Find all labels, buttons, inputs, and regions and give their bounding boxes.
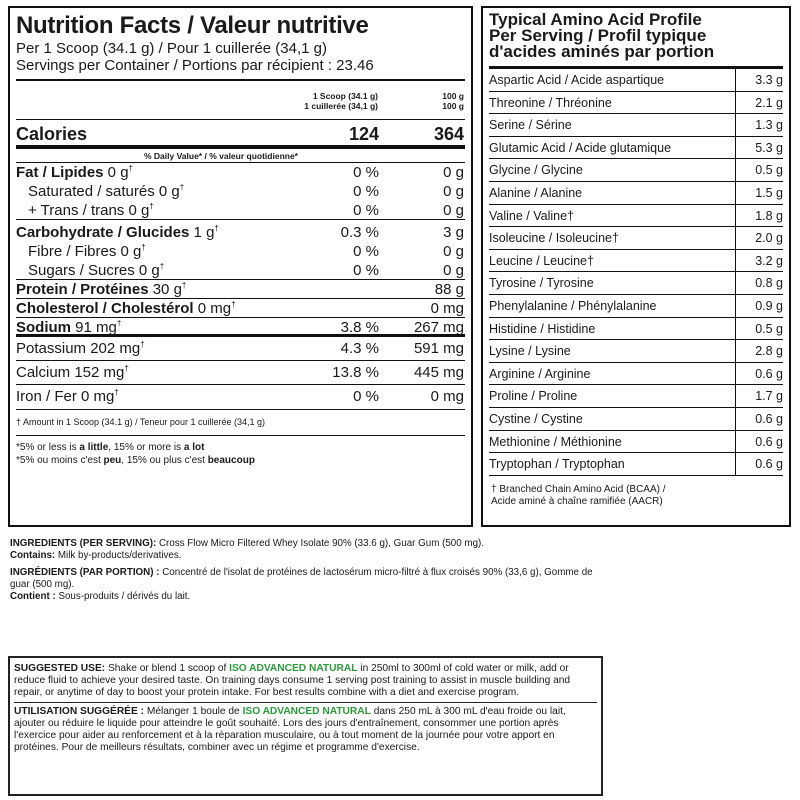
amino-name: Proline / Proline [489,389,578,404]
nutrient-label [16,223,219,242]
column-header [16,79,465,119]
amino-name: Phenylalanine / Phénylalanine [489,298,657,313]
amino-value: 0.5 g [735,159,783,181]
calories-100g: 364 [433,124,464,144]
amino-row [489,69,783,92]
suggested-use-fr-text-1: Mélanger 1 boule de [144,706,243,717]
dagger-mark: † [149,202,154,211]
nutrient-amount: 91 mg [71,319,117,336]
nutrient-name: Protein / Protéines [16,281,149,298]
amino-row [489,453,783,476]
amino-name: Glutamic Acid / Acide glutamique [489,140,672,155]
dv-fn-en-little: a little [79,442,109,453]
nutrient-daily-value: 0.3 % [340,224,379,241]
nutrition-title: Nutrition Facts / Valeur nutritive [16,12,369,39]
amino-value: 0.6 g [735,408,783,430]
nutrition-facts-panel [8,6,473,527]
dagger-mark: † [179,183,185,192]
calories-serving: 124 [348,124,379,144]
per-100g-header-en: 100 g [442,91,464,101]
nutrient-daily-value: 0 % [353,262,379,279]
nutrient-label [16,361,129,385]
nutrient-label [16,299,236,318]
ingredients-section [10,538,600,608]
amino-row [489,114,783,137]
nutrient-name: Carbohydrate / Glucides [16,224,190,241]
nutrient-name: Fat / Lipides [16,164,104,181]
dv-fn-en-lot: a lot [183,442,205,453]
nutrient-label [16,280,186,299]
nutrient-per-100g: 591 mg [413,340,464,357]
suggested-use-en-text-2: in 250ml to 300ml of cold water or milk, add or reduce fluid to achieve your desired taste. On training days consume 1 serving post training to assist in muscle building and repair, or anytime of day to boost your protein intake. For best results combine with a diet and exercise program. [14,663,571,698]
amino-row [489,340,783,363]
nutrient-row [16,299,465,318]
amino-value: 2.0 g [735,227,783,249]
daily-value-header: % Daily Value* / % valeur quotidienne* [16,149,465,163]
nutrient-row [16,223,465,242]
amino-list [489,66,783,476]
amino-value: 0.5 g [735,318,783,340]
dv-footnote-fr [16,454,465,467]
nutrient-daily-value: 13.8 % [332,364,379,381]
amino-name: Glycine / Glycine [489,163,583,178]
nutrient-per-100g: 0 g [443,262,464,279]
dagger-mark: † [181,281,187,290]
amino-row [489,137,783,160]
amino-name: Histidine / Histidine [489,321,596,336]
amino-value: 3.3 g [735,69,783,91]
contains-fr-text: Sous-produits / dérivés du lait. [55,591,191,602]
amino-name: Methionine / Méthionine [489,434,622,449]
amino-row [489,431,783,454]
amount-footnote: † Amount in 1 Scoop (34.1 g) / Teneur pour 1 cuillerée (34,1 g) [16,409,465,436]
amino-value: 2.1 g [735,92,783,114]
nutrient-row [16,385,465,409]
amino-value: 0.9 g [735,295,783,317]
dv-fn-en-text: *5% or less is [16,442,80,453]
amino-row [489,159,783,182]
brand-name: ISO ADVANCED NATURAL [229,663,358,674]
nutrient-per-100g: 0 g [443,243,464,260]
dagger-mark: † [124,364,129,373]
servings-per-container: Servings per Container / Portions par récipient : 23.46 [16,57,374,74]
nutrient-label [28,201,154,220]
amino-row [489,227,783,250]
amino-name: Valine / Valine† [489,208,575,223]
amino-row [489,182,783,205]
amino-name: Cystine / Cystine [489,411,583,426]
amino-value: 1.3 g [735,114,783,136]
ingredients-en-text: Cross Flow Micro Filtered Whey Isolate 90% (33.6 g), Guar Gum (500 mg). [156,538,485,549]
amino-name: Leucine / Leucine† [489,253,594,268]
amino-name: Isoleucine / Isoleucine† [489,231,619,246]
per-serving-header-fr: 1 cuillerée (34,1 g) [304,101,378,111]
nutrient-amount: Saturated / saturés 0 g [28,183,180,200]
suggested-use-fr-text-2: dans 250 mL à 300 mL d'eau froide ou lait, ajouter ou réduire le liquide pour atteindre le goût souhaité. Lors des jours d'entraînement, consommer une portion après l'exercice pour aider au renforcement et à la réparation musculaire, ou à tout moment de la journée pour votre apport en protéines. Pour de meilleurs résultats, combiner avec un régime et programme d'exercise. [14,706,566,753]
suggested-use-en-label: SUGGESTED USE: [14,663,106,674]
amino-name: Arginine / Arginine [489,366,591,381]
ingredients-fr [10,567,600,603]
nutrient-amount: + Trans / trans 0 g [28,202,150,219]
amino-row [489,295,783,318]
nutrient-per-100g: 0 g [443,183,464,200]
nutrient-amount: Fibre / Fibres 0 g [28,243,142,260]
amino-name: Aspartic Acid / Acide aspartique [489,73,665,87]
serving-size: Per 1 Scoop (34.1 g) / Pour 1 cuillerée (34,1 g) [16,40,328,57]
amino-row [489,250,783,273]
nutrient-daily-value: 0 % [353,243,379,260]
nutrient-label [16,163,133,182]
bcaa-footnote [489,484,783,508]
nutrient-amount: 30 g [148,281,182,298]
nutrient-row [16,361,465,385]
nutrient-row [16,182,465,201]
nutrient-amount: 0 g [103,164,129,181]
amino-row [489,385,783,408]
nutrient-row [16,337,465,361]
amino-title-line-2: Per Serving / Profil typique [489,26,707,45]
dv-fn-en-text2: , 15% or more is [108,442,184,453]
nutrient-label [28,182,184,201]
contains-en-label: Contains: [10,550,56,561]
amino-value: 1.7 g [735,385,783,407]
nutrient-amount: 1 g [189,224,215,241]
dagger-mark: † [116,319,122,328]
ingredients-fr-text: Concentré de l'isolat de protéines de lactosérum micro-filtré à flux croisés 90% (33,6 g), Gomme de guar (500 mg). [10,567,593,590]
nutrient-daily-value: 0 % [353,183,379,200]
calories-row [16,119,465,149]
amino-name: Threonine / Thréonine [489,95,612,110]
dagger-mark: † [140,340,145,349]
nutrient-daily-value: 0 % [353,202,379,219]
dagger-mark: † [214,224,219,233]
nutrient-row [16,280,465,299]
amino-name: Tryptophan / Tryptophan [489,457,625,472]
nutrient-row [16,242,465,261]
nutrient-row [16,201,465,220]
per-serving-header [258,91,378,111]
nutrient-per-100g: 267 mg [413,319,464,336]
nutrient-amount: 0 mg [193,300,232,317]
nutrient-label [16,318,121,337]
brand-name: ISO ADVANCED NATURAL [242,706,371,717]
bcaa-footnote-fr: Acide aminé à chaîne ramifiée (AACR) [491,495,663,507]
bcaa-footnote-en: † Branched Chain Amino Acid (BCAA) / [491,483,666,495]
amino-title-line-1: Typical Amino Acid Profile [489,10,702,29]
dagger-mark: † [159,262,165,271]
daily-value-footnote [16,441,465,467]
nutrient-per-100g: 0 g [443,164,464,181]
nutrient-name: Sodium [16,319,71,336]
nutrient-label [16,337,145,361]
nutrient-amount: Calcium 152 mg [16,364,125,381]
nutrient-per-100g: 0 g [443,202,464,219]
nutrient-per-100g: 445 mg [413,364,464,381]
calories-label: Calories [16,124,88,144]
amino-row [489,272,783,295]
nutrient-daily-value: 0 % [353,164,379,181]
dagger-mark: † [128,164,133,173]
amino-name: Serine / Sérine [489,118,572,133]
nutrient-daily-value: 3.8 % [340,319,379,336]
amino-value: 2.8 g [735,340,783,362]
nutrient-amount: Potassium 202 mg [16,340,141,357]
nutrient-row [16,318,465,337]
dagger-mark: † [231,300,236,309]
dv-fn-fr-text2: , 15% ou plus c'est [121,455,208,466]
nutrient-label [28,242,146,261]
nutrient-amount: Iron / Fer 0 mg [16,388,115,405]
dv-fn-fr-beaucoup: beaucoup [207,455,255,466]
suggested-use-box [8,656,603,796]
per-100g-header-fr: 100 g [442,101,464,111]
ingredients-en [10,538,600,562]
amino-title [489,12,783,60]
dagger-mark: † [141,243,146,252]
nutrient-label [28,261,164,280]
amino-acid-panel [481,6,791,527]
nutrient-amount: Sugars / Sucres 0 g [28,262,160,279]
nutrient-per-100g: 0 mg [430,300,464,317]
amino-name: Tyrosine / Tyrosine [489,276,594,291]
contains-fr-label: Contient : [10,591,56,602]
suggested-use-en-text-1: Shake or blend 1 scoop of [105,663,230,674]
nutrient-name: Cholesterol / Cholestérol [16,300,194,317]
suggested-use-fr [14,706,597,754]
amino-row [489,363,783,386]
nutrient-rows [16,163,465,409]
nutrient-label [16,385,119,409]
contains-en-text: Milk by-products/derivatives. [55,550,182,561]
ingredients-fr-label: INGRÉDIENTS (PAR PORTION) : [10,567,160,578]
dv-fn-fr-text: *5% ou moins c'est [16,455,104,466]
amino-value: 0.8 g [735,272,783,294]
amino-row [489,318,783,341]
suggested-use-fr-label: UTILISATION SUGGÉRÉE : [14,706,144,717]
dv-fn-fr-peu: peu [103,455,122,466]
dv-footnote-en [16,441,465,454]
suggested-use-en [14,663,597,703]
per-100g-header [414,91,464,111]
amino-row [489,205,783,228]
amino-title-line-3: d'acides aminés par portion [489,42,715,61]
nutrient-daily-value: 0 % [353,388,379,405]
amino-value: 1.8 g [735,205,783,227]
per-serving-header-en: 1 Scoop (34.1 g) [312,91,378,101]
nutrient-per-100g: 3 g [443,224,464,241]
nutrient-row [16,261,465,280]
amino-value: 1.5 g [735,182,783,204]
amino-row [489,408,783,431]
amino-name: Lysine / Lysine [489,344,571,359]
amino-value: 3.2 g [735,250,783,272]
nutrient-per-100g: 0 mg [430,388,464,405]
ingredients-en-label: INGREDIENTS (PER SERVING): [10,538,157,549]
amino-value: 0.6 g [735,431,783,453]
amino-value: 0.6 g [735,363,783,385]
amino-value: 5.3 g [735,137,783,159]
amino-row [489,92,783,115]
dagger-mark: † [114,388,119,397]
amino-value: 0.6 g [735,453,783,475]
nutrient-daily-value: 4.3 % [340,340,379,357]
amino-name: Alanine / Alanine [489,185,583,200]
nutrient-row [16,163,465,182]
nutrient-per-100g: 88 g [434,281,464,298]
